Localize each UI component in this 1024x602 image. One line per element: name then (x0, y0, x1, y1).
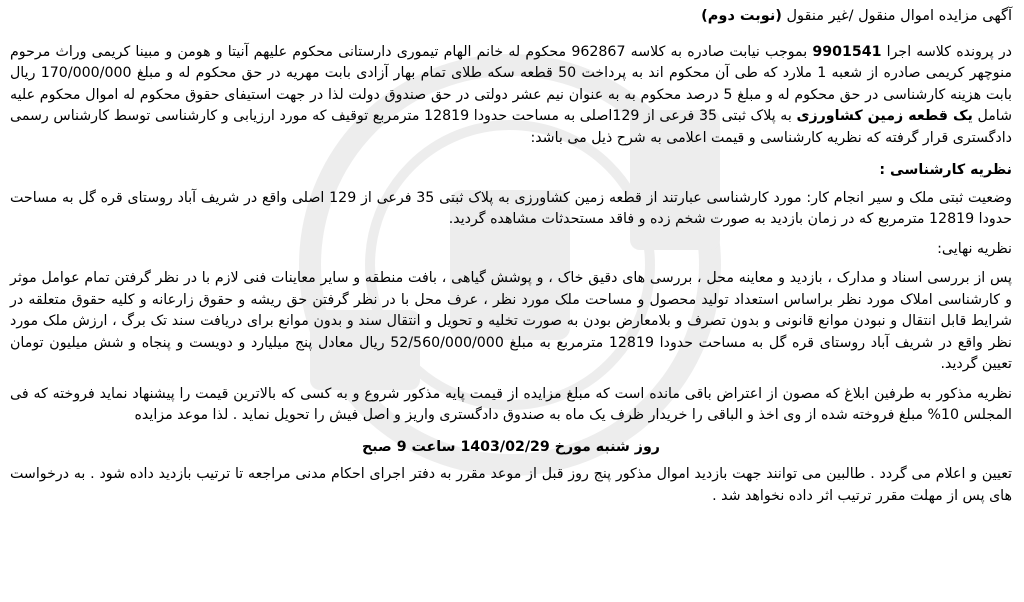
auction-terms-paragraph: نظریه مذکور به طرفین ابلاغ که مصون از اعتراض باقی مانده است که مبلغ مزایده از قیمت پایه مذکور شروع و به کسی که بالاترین قیمت را پیشنهاد نماید فروخته که فی المجلس 10% مبلغ فروخته شده از وی اخذ و الباقی را خریدار ظرف یک ماه به صندوق دادگستری واریز و اصل فیش را تحویل نماید . لذا موعد مزایده (10, 385, 1012, 423)
case-paragraph (10, 42, 1012, 150)
title-main: آگهی مزایده اموال منقول /غیر منقول (781, 8, 1012, 24)
case-text-intro: در پرونده کلاسه اجرا (881, 43, 1012, 60)
final-opinion-heading: نظریه نهایی: (937, 240, 1012, 257)
asset-description: یک قطعه زمین کشاورزی (796, 108, 973, 124)
case-number: 9901541 (812, 43, 882, 60)
notice-title (10, 6, 1012, 28)
final-opinion-paragraph: پس از بررسی اسناد و مدارک ، بازدید و معاینه محل ، بررسی های دقیق خاک ، و پوشش گیاهی ، بافت منطقه و سایر معاینات فنی لازم با در نظر گرفتن تمام عوامل موثر و کارشناسی املاک مورد نظر براساس استعداد تولید محصول و مساحت ملک مورد نظر ، عرف محل با در نظر گرفتن حق ریشه و حقوق زارعانه و کلیه حقوق متعلقه در شرایط قابل انتقال و نبودن موانع قانونی و بدون تصرف و بلامعارض بودن به صورت تخلیه و تحویل و انتقال سند و بدون موانع برای دریافت سند تک برگ ، ارزش ملک مورد نظر واقع در شریف آباد روستای قره گل به مساحت حدودا 12819 مترمربع به مبلغ 52/560/000/000 ریال معادل پنج میلیارد و دویست و پنجاه و شش میلیون تومان تعیین گردید. (10, 270, 1012, 372)
closing-paragraph: تعیین و اعلام می گردد . طالبین می توانند جهت بازدید اموال مذکور پنج روز قبل از موعد مقرر به دفتر اجرای احکام مدنی مراجعه تا ترتیب بازدید داده شود . به درخواست های پس از مهلت مقرر ترتیب اثر داده نخواهد شد . (10, 466, 1012, 504)
case-text-body: بموجب نیابت صادره به کلاسه 962867 محکوم له خانم الهام تیموری دارستانی محکوم علیهم آنیتا و هومن و مبینا کریمی وراث مرحوم منوچهر کریمی صادره از شعبه 1 ملارد که طی آن محکوم اند به پرداخت 50 قطعه سکه طلای تمام بهار آزادی بابت مهریه در حق محکوم له و مبلغ 170/000/000 ریال بابت هزینه کارشناسی در حق محکوم له و مبلغ 5 درصد محکوم به به عنوان نیم عشر دولتی در حق صندوق دولت لذا در جهت استیفای حقوق محکوم له اموال محکوم علیه شامل (10, 43, 1013, 124)
case-text-end: به پلاک ثبتی 35 فرعی از 129اصلی به مساحت حدودا 12819 مترمربع توقیف که مورد ارزیابی و کارشناسی توسط کارشناس رسمی دادگستری قرار گرفته که نظریه کارشناسی و قیمت اعلامی به شرح ذیل می باشد: (10, 108, 1012, 146)
expert-opinion-heading: نظریه کارشناسی : (879, 162, 1012, 178)
auction-date: روز شنبه مورخ 1403/02/29 ساعت 9 صبح (362, 438, 660, 455)
title-round: (نوبت دوم) (701, 8, 782, 24)
registration-status-paragraph: وضعیت ثبتی ملک و سیر انجام کار: مورد کارشناسی عبارتند از قطعه زمین کشاورزی به پلاک ثبتی 35 فرعی از 129 اصلی واقع در شریف آباد روستای قره گل به مساحت حدودا 12819 مترمربع که در زمان بازدید به صورت شخم زده و فاقد مستحدثات مشاهده گردید. (10, 189, 1012, 227)
